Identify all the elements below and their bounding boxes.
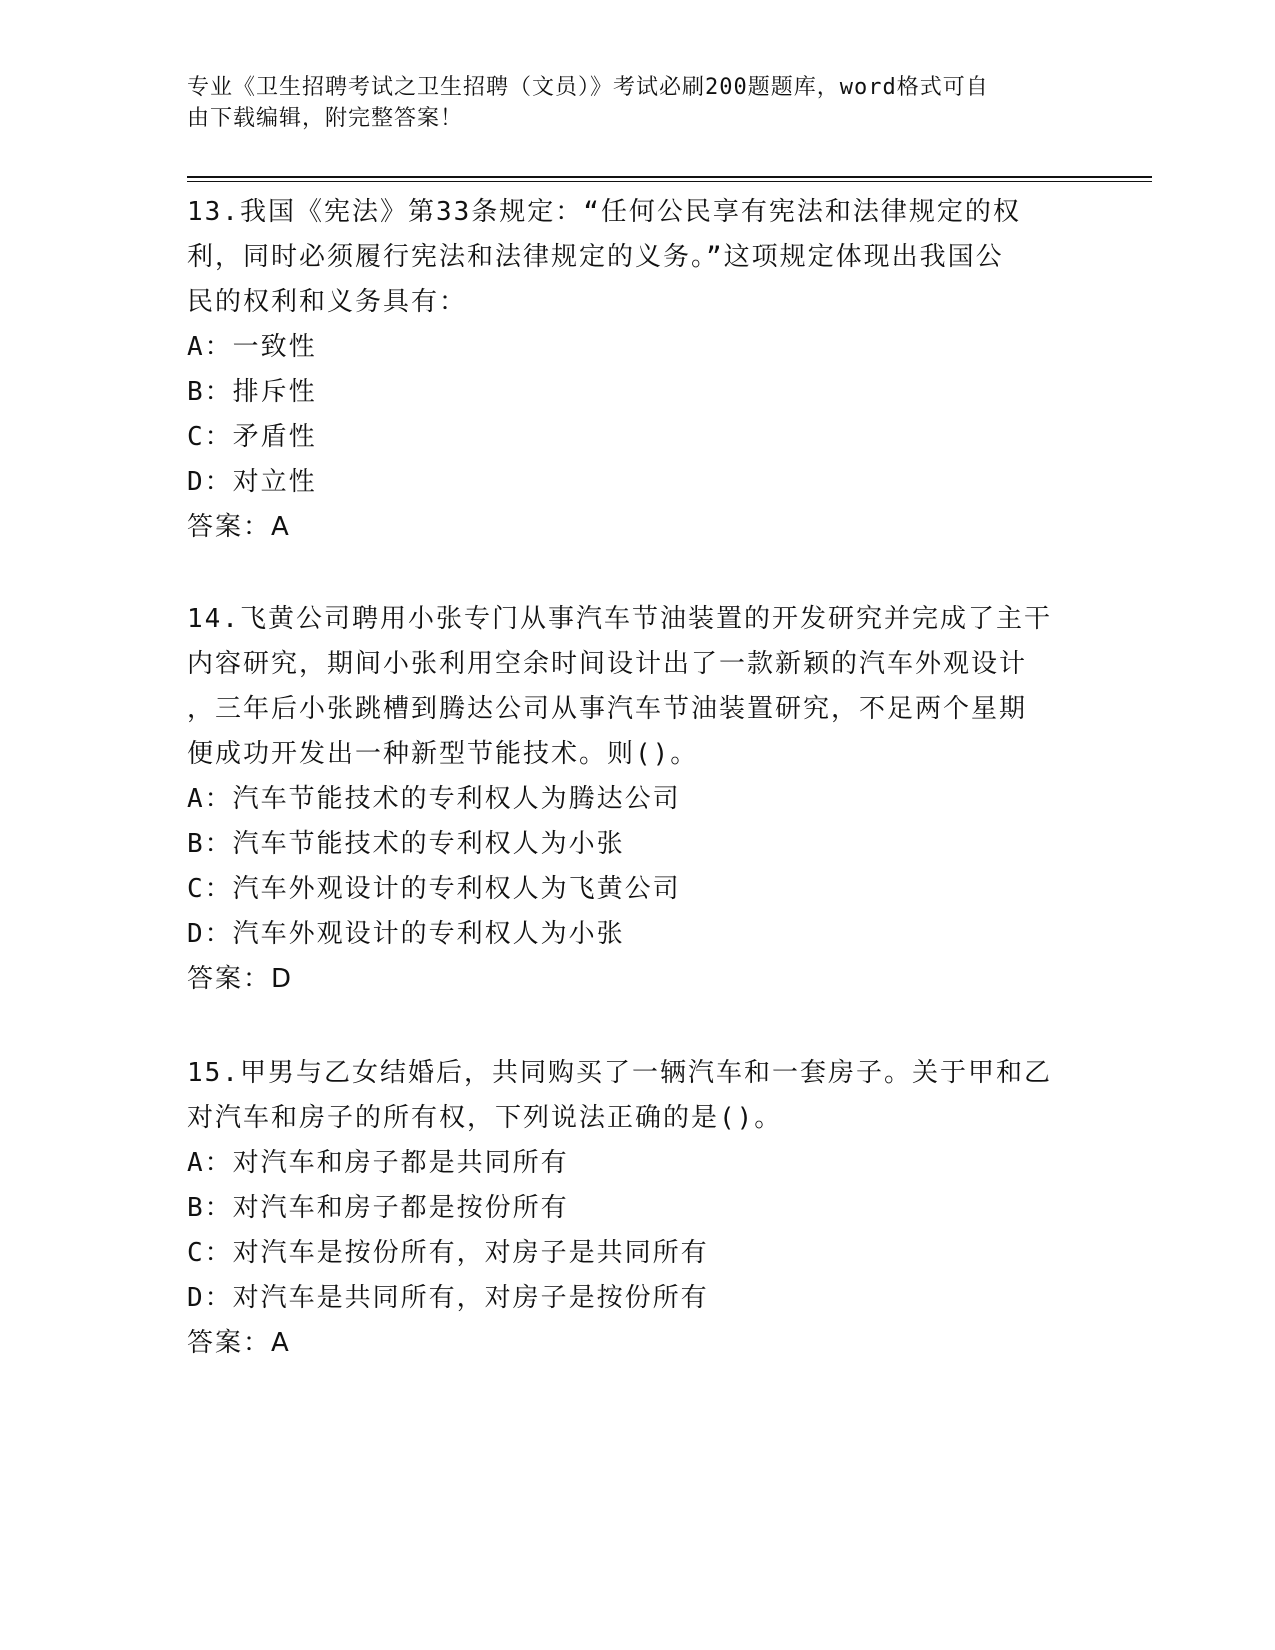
question-stem-line: 13.我国《宪法》第33条规定：“任何公民享有宪法和法律规定的权 (187, 197, 1021, 227)
question-stem-line: 便成功开发出一种新型节能技术。则()。 (187, 739, 699, 769)
option-d: D：对汽车是共同所有，对房子是按份所有 (187, 1283, 709, 1313)
answer: 答案：A (187, 512, 291, 542)
option-a: A：一致性 (187, 332, 317, 362)
question-stem-line: 内容研究，期间小张利用空余时间设计出了一款新颖的汽车外观设计 (187, 649, 1028, 679)
header-divider-thin (187, 181, 1152, 182)
option-d: D：对立性 (187, 467, 317, 497)
option-b: B：对汽车和房子都是按份所有 (187, 1193, 569, 1223)
option-c: C：对汽车是按份所有，对房子是共同所有 (187, 1238, 709, 1268)
header-line-2: 由下载编辑，附完整答案！ (187, 106, 464, 131)
option-a: A：汽车节能技术的专利权人为腾达公司 (187, 784, 681, 814)
option-b: B：排斥性 (187, 377, 317, 407)
question-stem-line: 民的权利和义务具有： (187, 287, 468, 317)
answer: 答案：A (187, 1328, 291, 1358)
question-stem-line: 15.甲男与乙女结婚后，共同购买了一辆汽车和一套房子。关于甲和乙 (187, 1058, 1052, 1088)
question-stem-line: 利，同时必须履行宪法和法律规定的义务。”这项规定体现出我国公 (187, 242, 1004, 272)
option-a: A：对汽车和房子都是共同所有 (187, 1148, 569, 1178)
header-line-1: 专业《卫生招聘考试之卫生招聘（文员）》考试必刷200题题库，word格式可自 (187, 75, 989, 100)
document-header (187, 72, 1067, 134)
question-13 (187, 190, 1087, 550)
question-15 (187, 1051, 1087, 1366)
header-divider-thick (187, 176, 1152, 178)
option-b: B：汽车节能技术的专利权人为小张 (187, 829, 625, 859)
answer: 答案：D (187, 964, 294, 994)
question-stem-line: 14.飞黄公司聘用小张专门从事汽车节油装置的开发研究并完成了主干 (187, 604, 1052, 634)
option-c: C：矛盾性 (187, 422, 317, 452)
question-14 (187, 597, 1087, 1002)
question-stem-line: 对汽车和房子的所有权，下列说法正确的是()。 (187, 1103, 783, 1133)
question-stem-line: ，三年后小张跳槽到腾达公司从事汽车节油装置研究，不足两个星期 (187, 694, 1028, 724)
option-d: D：汽车外观设计的专利权人为小张 (187, 919, 625, 949)
option-c: C：汽车外观设计的专利权人为飞黄公司 (187, 874, 681, 904)
